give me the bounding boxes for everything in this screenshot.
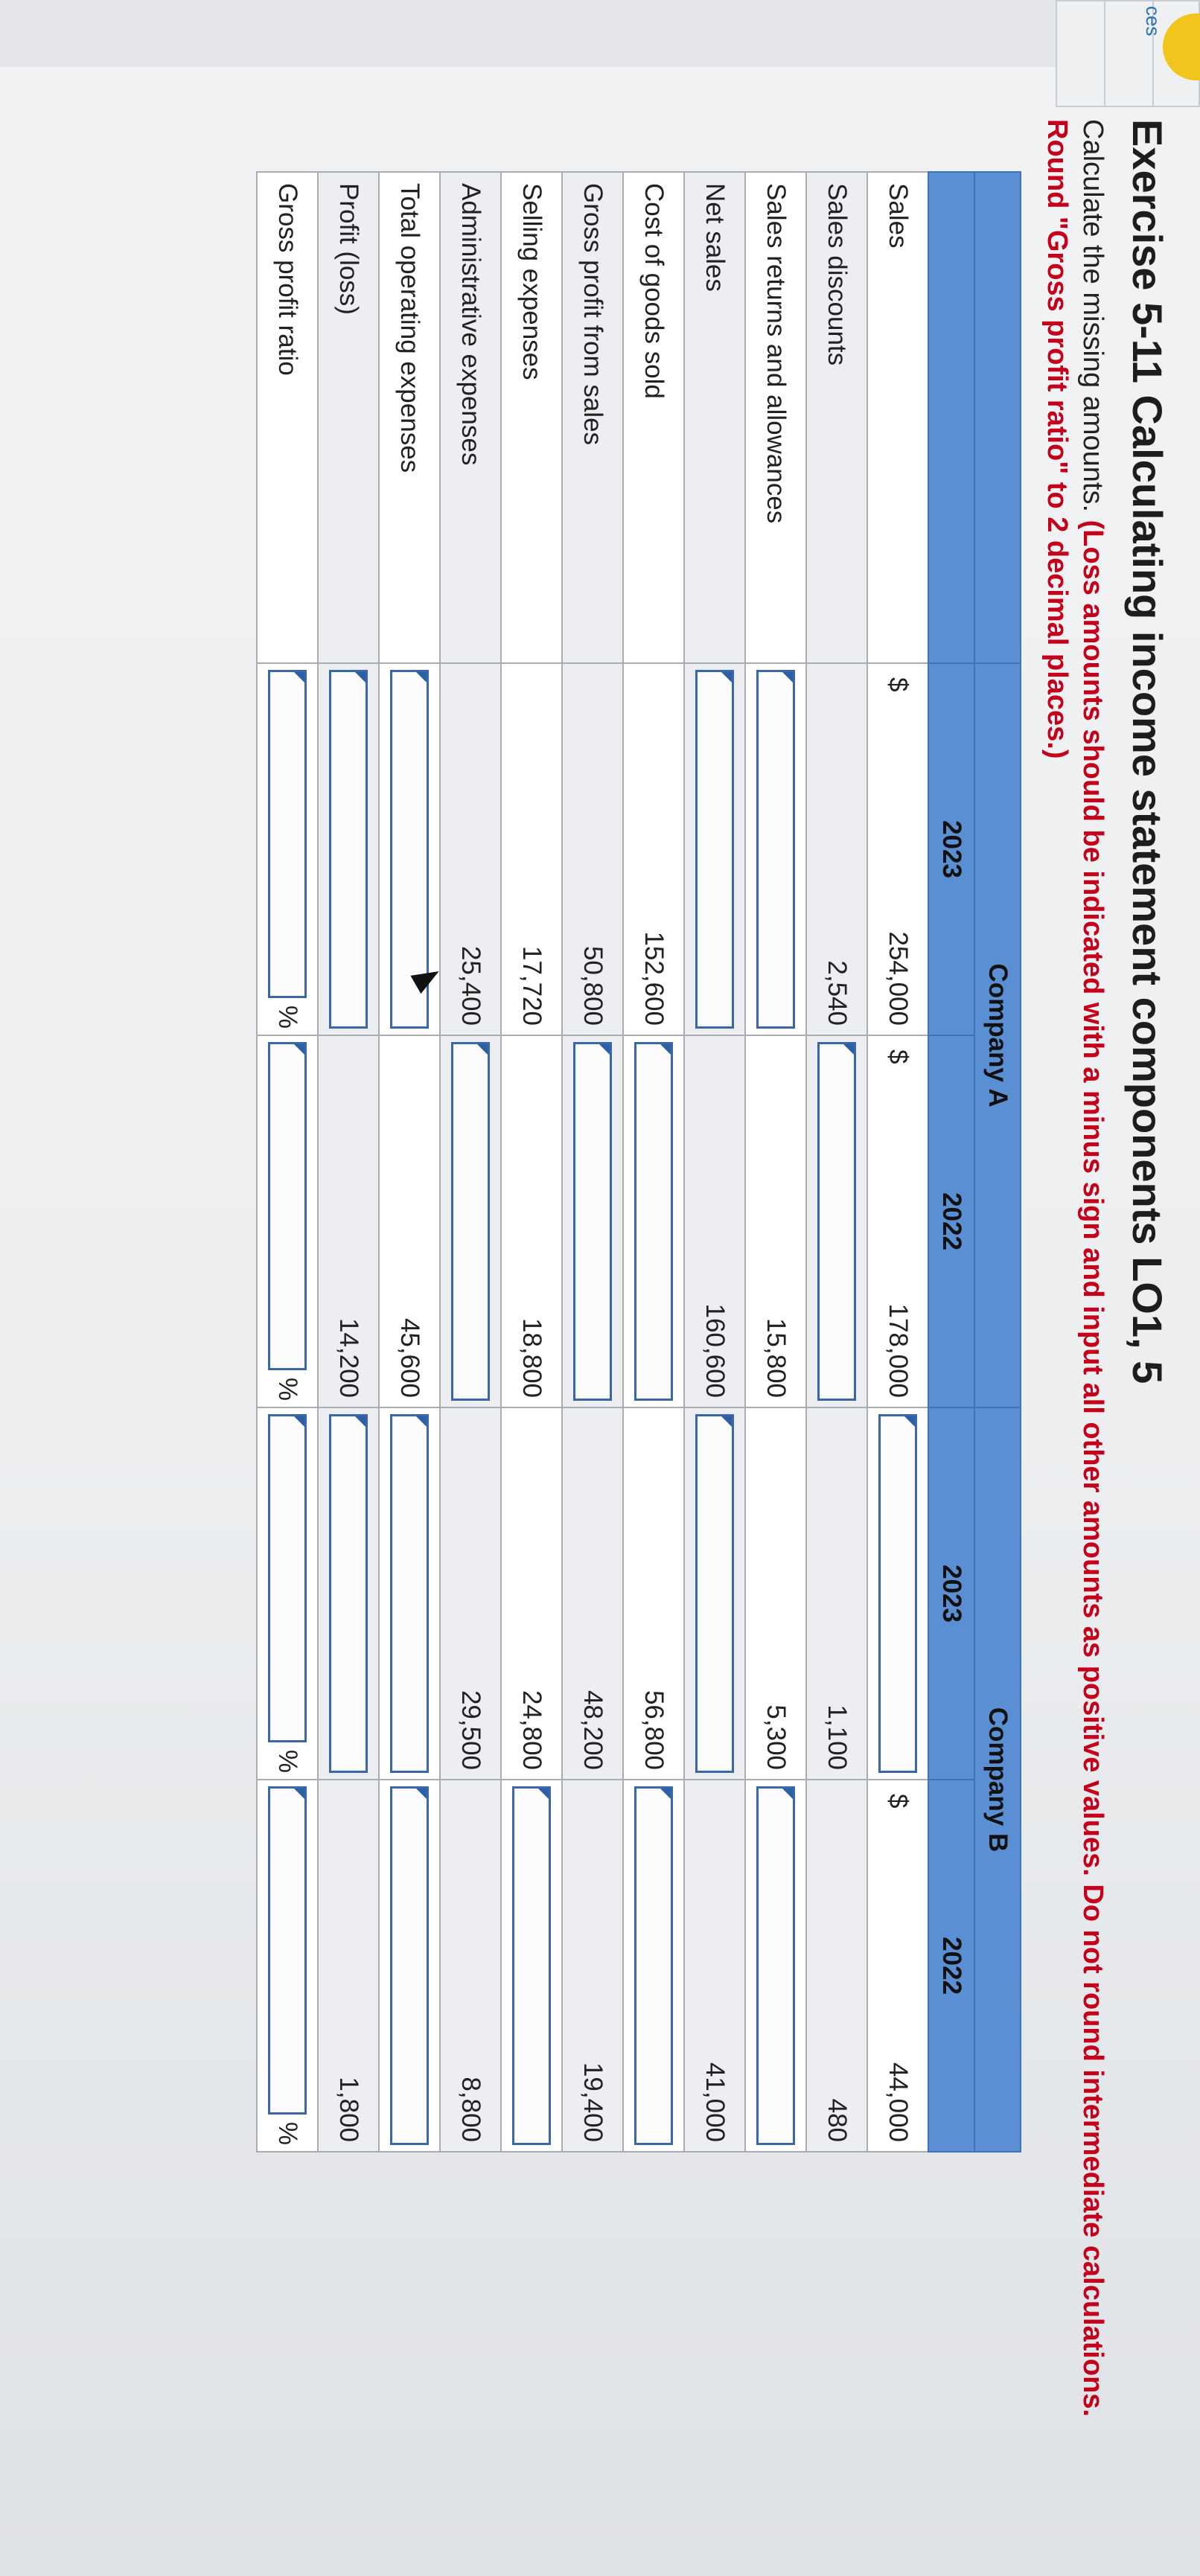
answer-cell	[806, 1035, 867, 1407]
row-label: Profit (loss)	[318, 172, 379, 663]
amount-input[interactable]	[512, 1786, 551, 2145]
sidebar-divider	[1104, 1, 1105, 106]
gross-profit-ratio-input[interactable]	[268, 670, 307, 998]
amount-cell	[318, 1780, 379, 2152]
amount-cell	[684, 1780, 745, 2152]
table-row	[379, 172, 440, 2152]
sidebar-label[interactable]: ces	[1142, 6, 1164, 36]
row-label: Gross profit ratio	[257, 172, 318, 663]
amount-value: 56,800	[639, 1690, 668, 1771]
answer-cell	[562, 1035, 623, 1407]
table-row	[562, 172, 623, 2152]
answer-cell	[379, 1780, 440, 2152]
amount-input[interactable]	[329, 670, 368, 1029]
amount-cell	[318, 1035, 379, 1407]
row-label: Administrative expenses	[440, 172, 501, 663]
answer-cell	[623, 1035, 684, 1407]
amount-input[interactable]	[634, 1042, 673, 1401]
amount-value: 1,100	[823, 1704, 852, 1771]
answer-cell	[745, 663, 806, 1035]
answer-cell	[684, 1407, 745, 1780]
currency-symbol: $	[884, 1049, 913, 1064]
amount-value: 25,400	[456, 945, 485, 1026]
answer-cell	[257, 1407, 318, 1780]
amount-cell	[623, 663, 684, 1035]
amount-cell	[440, 663, 501, 1035]
amount-cell	[562, 1407, 623, 1780]
amount-input[interactable]	[695, 670, 734, 1029]
amount-value: 178,000	[884, 1303, 913, 1399]
header-blank	[928, 172, 974, 663]
exercise-title: Exercise 5-11 Calculating income statement components LO1, 5	[1124, 119, 1171, 1384]
amount-input[interactable]	[817, 1042, 856, 1401]
amount-input[interactable]	[756, 1786, 795, 2145]
answer-cell	[318, 663, 379, 1035]
table-row	[623, 172, 684, 2152]
instructions-text: Calculate the missing amounts.	[1077, 119, 1108, 520]
amount-cell	[867, 1780, 928, 2152]
percent-symbol: %	[273, 2121, 302, 2146]
amount-input[interactable]	[329, 1414, 368, 1773]
amount-value: 160,600	[700, 1303, 730, 1399]
amount-value: 1,800	[334, 2077, 363, 2143]
amount-input[interactable]	[390, 1786, 429, 2145]
amount-value: 152,600	[639, 931, 668, 1026]
sidebar	[0, 0, 1200, 67]
table-row	[257, 172, 318, 2152]
amount-input[interactable]	[878, 1414, 917, 1773]
amount-cell	[806, 1407, 867, 1780]
table-row	[684, 172, 745, 2152]
amount-value: 5,300	[762, 1704, 791, 1771]
ratio-input-group	[268, 1786, 307, 2145]
amount-cell	[745, 1407, 806, 1780]
answer-cell	[684, 663, 745, 1035]
amount-input[interactable]	[390, 1414, 429, 1773]
table-row	[745, 172, 806, 2152]
table-row	[440, 172, 501, 2152]
amount-value: 18,800	[517, 1317, 546, 1399]
percent-symbol: %	[273, 1377, 302, 1402]
answer-cell	[867, 1407, 928, 1780]
percent-symbol: %	[273, 1749, 302, 1774]
row-label: Gross profit from sales	[562, 172, 623, 663]
amount-cell	[501, 663, 562, 1035]
amount-cell	[867, 1035, 928, 1407]
amount-value: 45,600	[395, 1317, 424, 1399]
answer-cell	[318, 1407, 379, 1780]
amount-input[interactable]	[451, 1042, 490, 1401]
amount-value: 254,000	[884, 931, 913, 1026]
header-year: 2022	[928, 1780, 974, 2152]
gross-profit-ratio-input[interactable]	[268, 1786, 307, 2115]
amount-cell	[806, 1780, 867, 2152]
instructions-emphasis: (Loss amounts should be indicated with a minus sign and input all other amounts as positive values. Do not round intermediate calculations. Round "Gross profit ratio" to 2 decimal places.)	[1041, 119, 1108, 2417]
table-body	[257, 172, 928, 2152]
amount-cell	[684, 1035, 745, 1407]
amount-input[interactable]	[634, 1786, 673, 2145]
table-row	[806, 172, 867, 2152]
amount-value: 41,000	[700, 2062, 730, 2143]
row-label: Cost of goods sold	[623, 172, 684, 663]
header-company-a: Company A	[974, 663, 1021, 1407]
header-company-b: Company B	[974, 1407, 1021, 2152]
amount-cell	[745, 1035, 806, 1407]
currency-symbol: $	[884, 677, 913, 692]
row-label: Sales discounts	[806, 172, 867, 663]
amount-cell	[501, 1035, 562, 1407]
amount-cell	[562, 663, 623, 1035]
gross-profit-ratio-input[interactable]	[268, 1414, 307, 1742]
amount-value: 17,720	[517, 945, 546, 1026]
answer-cell	[257, 1035, 318, 1407]
amount-value: 480	[823, 2098, 852, 2143]
amount-value: 2,540	[823, 960, 852, 1026]
answer-cell	[623, 1780, 684, 2152]
answer-cell	[379, 1407, 440, 1780]
row-label: Net sales	[684, 172, 745, 663]
amount-input[interactable]	[573, 1042, 612, 1401]
header-year: 2023	[928, 1407, 974, 1780]
answer-cell	[440, 1035, 501, 1407]
amount-value: 29,500	[456, 1690, 485, 1771]
ratio-input-group	[268, 1042, 307, 1401]
amount-cell	[440, 1780, 501, 2152]
amount-value: 19,400	[578, 2062, 607, 2143]
amount-cell	[440, 1407, 501, 1780]
header-year: 2023	[928, 663, 974, 1035]
table-row	[867, 172, 928, 2152]
amount-cell	[806, 663, 867, 1035]
amount-cell	[379, 1035, 440, 1407]
ratio-input-group	[268, 670, 307, 1029]
amount-value: 15,800	[762, 1317, 791, 1399]
gross-profit-ratio-input[interactable]	[268, 1042, 307, 1370]
header-year: 2022	[928, 1035, 974, 1407]
currency-symbol: $	[884, 1794, 913, 1809]
table-row	[501, 172, 562, 2152]
answer-cell	[745, 1780, 806, 2152]
amount-value: 14,200	[334, 1317, 363, 1399]
amount-cell	[501, 1407, 562, 1780]
row-label: Selling expenses	[501, 172, 562, 663]
instructions	[1039, 119, 1111, 2471]
row-label: Sales	[867, 172, 928, 663]
percent-symbol: %	[273, 1005, 302, 1029]
answer-cell	[501, 1780, 562, 2152]
amount-value: 50,800	[578, 945, 607, 1026]
income-statement-table	[256, 171, 1021, 2152]
table-row	[318, 172, 379, 2152]
amount-input[interactable]	[695, 1414, 734, 1773]
row-label: Sales returns and allowances	[745, 172, 806, 663]
ratio-input-group	[268, 1414, 307, 1773]
amount-value: 48,200	[578, 1690, 607, 1771]
amount-input[interactable]	[756, 670, 795, 1029]
amount-value: 8,800	[456, 2077, 485, 2143]
amount-cell	[562, 1780, 623, 2152]
amount-value: 44,000	[884, 2062, 913, 2143]
amount-value: 24,800	[517, 1690, 546, 1771]
header-blank	[974, 172, 1021, 663]
answer-cell	[257, 663, 318, 1035]
row-label: Total operating expenses	[379, 172, 440, 663]
amount-cell	[867, 663, 928, 1035]
amount-cell	[623, 1407, 684, 1780]
answer-cell	[257, 1780, 318, 2152]
